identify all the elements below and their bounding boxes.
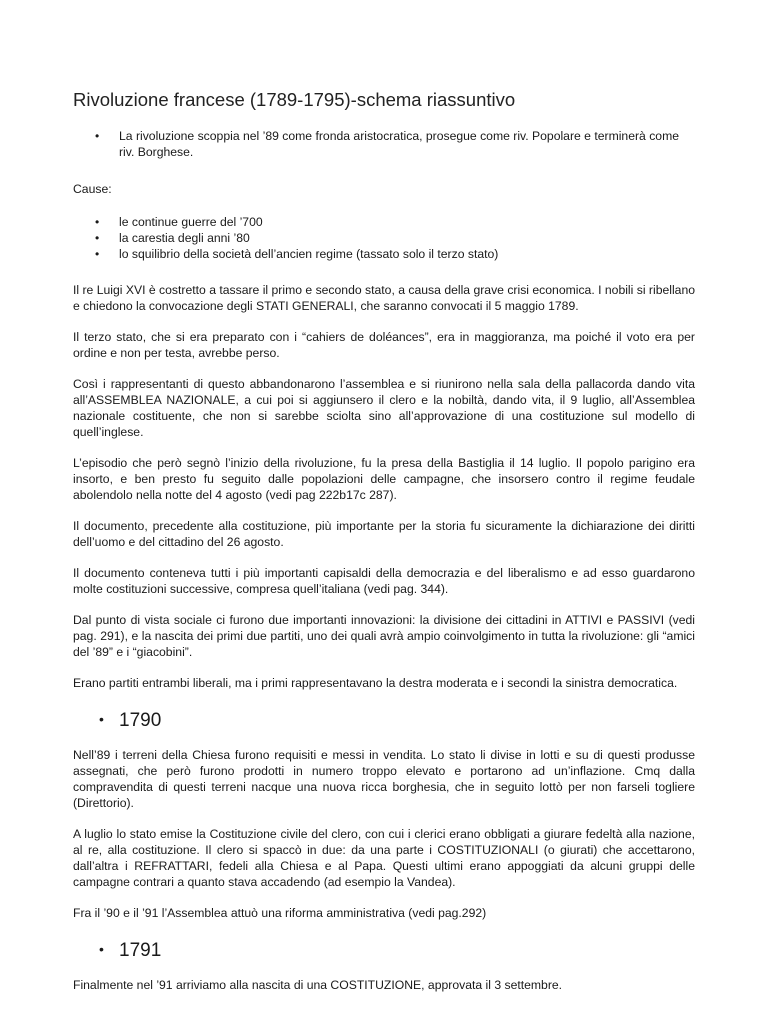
paragraph: Nell’89 i terreni della Chiesa furono requisiti e messi in vendita. Lo stato li divise in lotti e su di questi produsse assegnati, che però furono prodotti in numero troppo elevato e portarono ad un’inflazione. Cmq dalla compravendita di questi terreni nacque una nuova ricca borghesia, che in seguito lottò per non farseli togliere (Direttorio). [73,748,695,811]
causes-label: Cause: [73,182,112,196]
bullet-icon: • [95,247,100,261]
paragraph: Fra il ’90 e il ’91 l’Assemblea attuò una riforma amministrativa (vedi pag.292) [73,906,487,921]
bullet-icon: • [95,231,100,245]
cause-text: lo squilibrio della società dell’ancien regime (tassato solo il terzo stato) [119,247,499,261]
section-heading-1791 [73,939,695,963]
causes-list-item [95,230,695,246]
year-label: 1790 [119,710,162,732]
intro-list [73,128,695,160]
cause-text: le continue guerre del ’700 [119,215,263,229]
paragraph: L’episodio che però segnò l’inizio della rivoluzione, fu la presa della Bastiglia il 14 luglio. Il popolo parigino era insorto, e ben presto fu seguito dalle popolazioni delle campagne, che insorsero contro il regime feudale abolendolo nella notte del 4 agosto (vedi pag 222b17c 287). [73,456,695,502]
cause-text: la carestia degli anni ’80 [119,231,250,245]
bullet-icon: • [95,129,100,143]
year-label: 1791 [119,940,162,962]
paragraph: Finalmente nel ’91 arriviamo alla nascita di una COSTITUZIONE, approvata il 3 settembre. [73,978,563,993]
intro-list-item [95,128,695,160]
section-heading-1790 [73,709,695,733]
causes-list-item [95,246,695,262]
bullet-icon: • [99,711,104,727]
paragraph: Il re Luigi XVI è costretto a tassare il primo e secondo stato, a causa della grave crisi economica. I nobili si ribellano e chiedono la convocazione degli STATI GENERALI, che saranno convocati il 5 maggio 1789. [73,283,695,313]
causes-list [73,214,695,262]
document-title: Rivoluzione francese (1789-1795)-schema riassuntivo [73,89,516,110]
paragraph: Il terzo stato, che si era preparato con i “cahiers de doléances”, era in maggioranza, ma poiché il voto era per ordine e non per testa, avrebbe perso. [73,330,695,360]
paragraph: Dal punto di vista sociale ci furono due importanti innovazioni: la divisione dei cittadini in ATTIVI e PASSIVI (vedi pag. 291), e la nascita dei primi due partiti, uno dei quali avrà ampio coinvolgimento in tutta la rivoluzione: gli “amici del ’89” e i “giacobini”. [73,613,695,659]
paragraph: Il documento, precedente alla costituzione, più importante per la storia fu sicuramente la dichiarazione dei diritti dell’uomo e del cittadino del 26 agosto. [73,519,695,549]
paragraph: Il documento conteneva tutti i più importanti capisaldi della democrazia e del liberalismo e ad esso guardarono molte costituzioni successive, compresa quell’italiana (vedi pag. 344). [73,566,695,596]
bullet-icon: • [99,941,104,958]
bullet-icon: • [95,215,100,229]
causes-list-item [95,214,695,230]
paragraph: A luglio lo stato emise la Costituzione civile del clero, con cui i clerici erano obbligati a giurare fedeltà alla nazione, al re, alla costituzione. Il clero si spaccò in due: da una parte i COSTITUZIONALI (o giurati) che accettarono, dall’altra i REFRATTARI, fedeli alla Chiesa e al Papa. Questi ultimi erano appoggiati da alcuni gruppi delle campagne contrari a quanto stava accadendo (ad esempio la Vandea). [73,827,695,890]
intro-text: La rivoluzione scoppia nel ’89 come fronda aristocratica, prosegue come riv. Popolare e terminerà come riv. Borghese. [119,129,680,159]
paragraph: Così i rappresentanti di questo abbandonarono l’assemblea e si riunirono nella sala della pallacorda dando vita all’ASSEMBLEA NAZIONALE, a cui poi si aggiunsero il clero e la nobiltà, dando vita, il 9 luglio, all’Assemblea nazionale costituente, che non si sarebbe sciolta sino all’approvazione di una costituzione sul modello di quell’inglese. [73,377,695,439]
paragraph: Erano partiti entrambi liberali, ma i primi rappresentavano la destra moderata e i secondi la sinistra democratica. [73,676,678,690]
